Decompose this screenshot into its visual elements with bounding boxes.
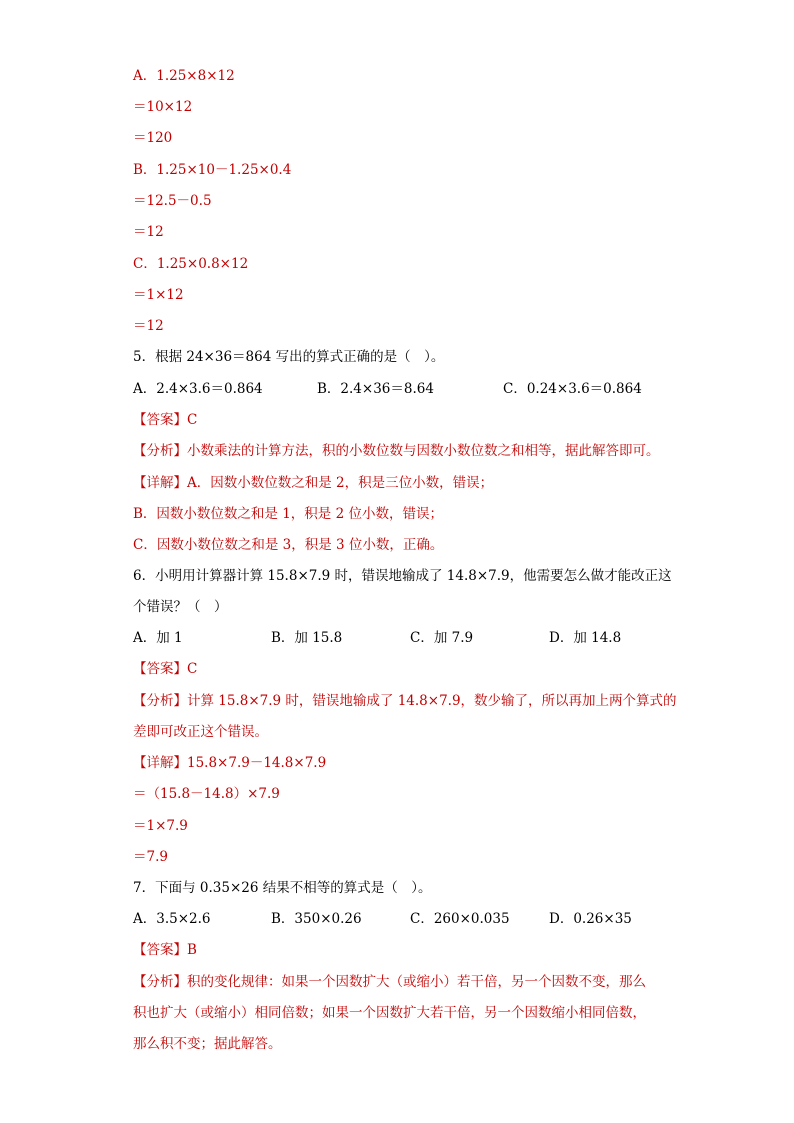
- detail-text: 15.8×7.9－14.8×7.9: [187, 755, 327, 771]
- q5-option-c: C．0.24×3.6＝0.864: [503, 381, 642, 397]
- q7-answer: [133, 941, 197, 959]
- q6-detail-4: ＝7.9: [133, 849, 168, 865]
- solution-line: ＝1×12: [133, 287, 184, 303]
- q7-analysis-1: [133, 973, 646, 991]
- question-6-stem-1: 6．小明用计算器计算 15.8×7.9 时，错误地输成了 14.8×7.9，他需要怎么做才能改正这: [133, 568, 672, 584]
- analysis-tag: 【分析】: [133, 443, 187, 459]
- detail-tag: 【详解】: [133, 475, 187, 491]
- detail-tag: 【详解】: [133, 755, 187, 771]
- solution-line: ＝12.5－0.5: [133, 193, 212, 209]
- answer-tag: 【答案】: [133, 412, 187, 428]
- q7-analysis-2: 积也扩大（或缩小）相同倍数；如果一个因数扩大若干倍，另一个因数缩小相同倍数，: [133, 1005, 646, 1021]
- solution-line: ＝12: [133, 318, 164, 334]
- answer-value: B: [187, 942, 197, 958]
- q6-answer: [133, 660, 197, 678]
- q7-option-b: B．350×0.26: [271, 911, 362, 927]
- q6-detail-2: ＝（15.8－14.8）×7.9: [133, 786, 280, 802]
- answer-value: C: [187, 661, 198, 677]
- question-6-stem-2: 个错误？（ ）: [133, 599, 228, 615]
- q5-option-b: B．2.4×36＝8.64: [317, 381, 434, 397]
- q5-detail-1: [133, 474, 493, 492]
- q6-analysis-1: [133, 692, 677, 710]
- solution-line: ＝10×12: [133, 99, 193, 115]
- analysis-tag: 【分析】: [133, 693, 187, 709]
- q5-answer: [133, 411, 197, 429]
- q5-detail-3: C．因数小数位数之和是 3，积是 3 位小数，正确。: [133, 537, 444, 553]
- q7-option-a: A．3.5×2.6: [133, 911, 211, 927]
- solution-line: B．1.25×10－1.25×0.4: [133, 162, 292, 178]
- q6-detail-3: ＝1×7.9: [133, 818, 188, 834]
- q6-option-b: B．加 15.8: [271, 630, 343, 646]
- detail-text: A．因数小数位数之和是 2，积是三位小数，错误；: [187, 475, 494, 491]
- solution-line: C．1.25×0.8×12: [133, 256, 249, 272]
- q7-option-c: C．260×0.035: [410, 911, 510, 927]
- q5-option-a: A．2.4×3.6＝0.864: [133, 381, 263, 397]
- q6-option-a: A．加 1: [133, 630, 183, 646]
- analysis-text: 小数乘法的计算方法，积的小数位数与因数小数位数之和相等，据此解答即可。: [187, 443, 660, 459]
- answer-tag: 【答案】: [133, 661, 187, 677]
- analysis-text: 计算 15.8×7.9 时，错误地输成了 14.8×7.9，数少输了，所以再加上两个算式的: [187, 693, 677, 709]
- solution-line: ＝12: [133, 224, 164, 240]
- analysis-tag: 【分析】: [133, 974, 187, 990]
- solution-line: ＝120: [133, 130, 173, 146]
- solution-line: A．1.25×8×12: [133, 68, 235, 84]
- q6-detail-1: [133, 754, 326, 772]
- q7-option-d: D．0.26×35: [549, 911, 632, 927]
- question-5-stem: 5．根据 24×36＝864 写出的算式正确的是（ ）。: [133, 349, 445, 365]
- q6-option-d: D．加 14.8: [549, 630, 622, 646]
- q5-analysis: [133, 442, 660, 460]
- answer-value: C: [187, 412, 198, 428]
- q6-analysis-2: 差即可改正这个错误。: [133, 724, 268, 740]
- analysis-text: 积的变化规律：如果一个因数扩大（或缩小）若干倍，另一个因数不变，那么: [187, 974, 646, 990]
- answer-tag: 【答案】: [133, 942, 187, 958]
- q5-detail-2: B．因数小数位数之和是 1，积是 2 位小数，错误；: [133, 506, 443, 522]
- question-7-stem: 7．下面与 0.35×26 结果不相等的算式是（ ）。: [133, 880, 432, 896]
- q7-analysis-3: 那么积不变；据此解答。: [133, 1036, 282, 1052]
- q6-option-c: C．加 7.9: [410, 630, 474, 646]
